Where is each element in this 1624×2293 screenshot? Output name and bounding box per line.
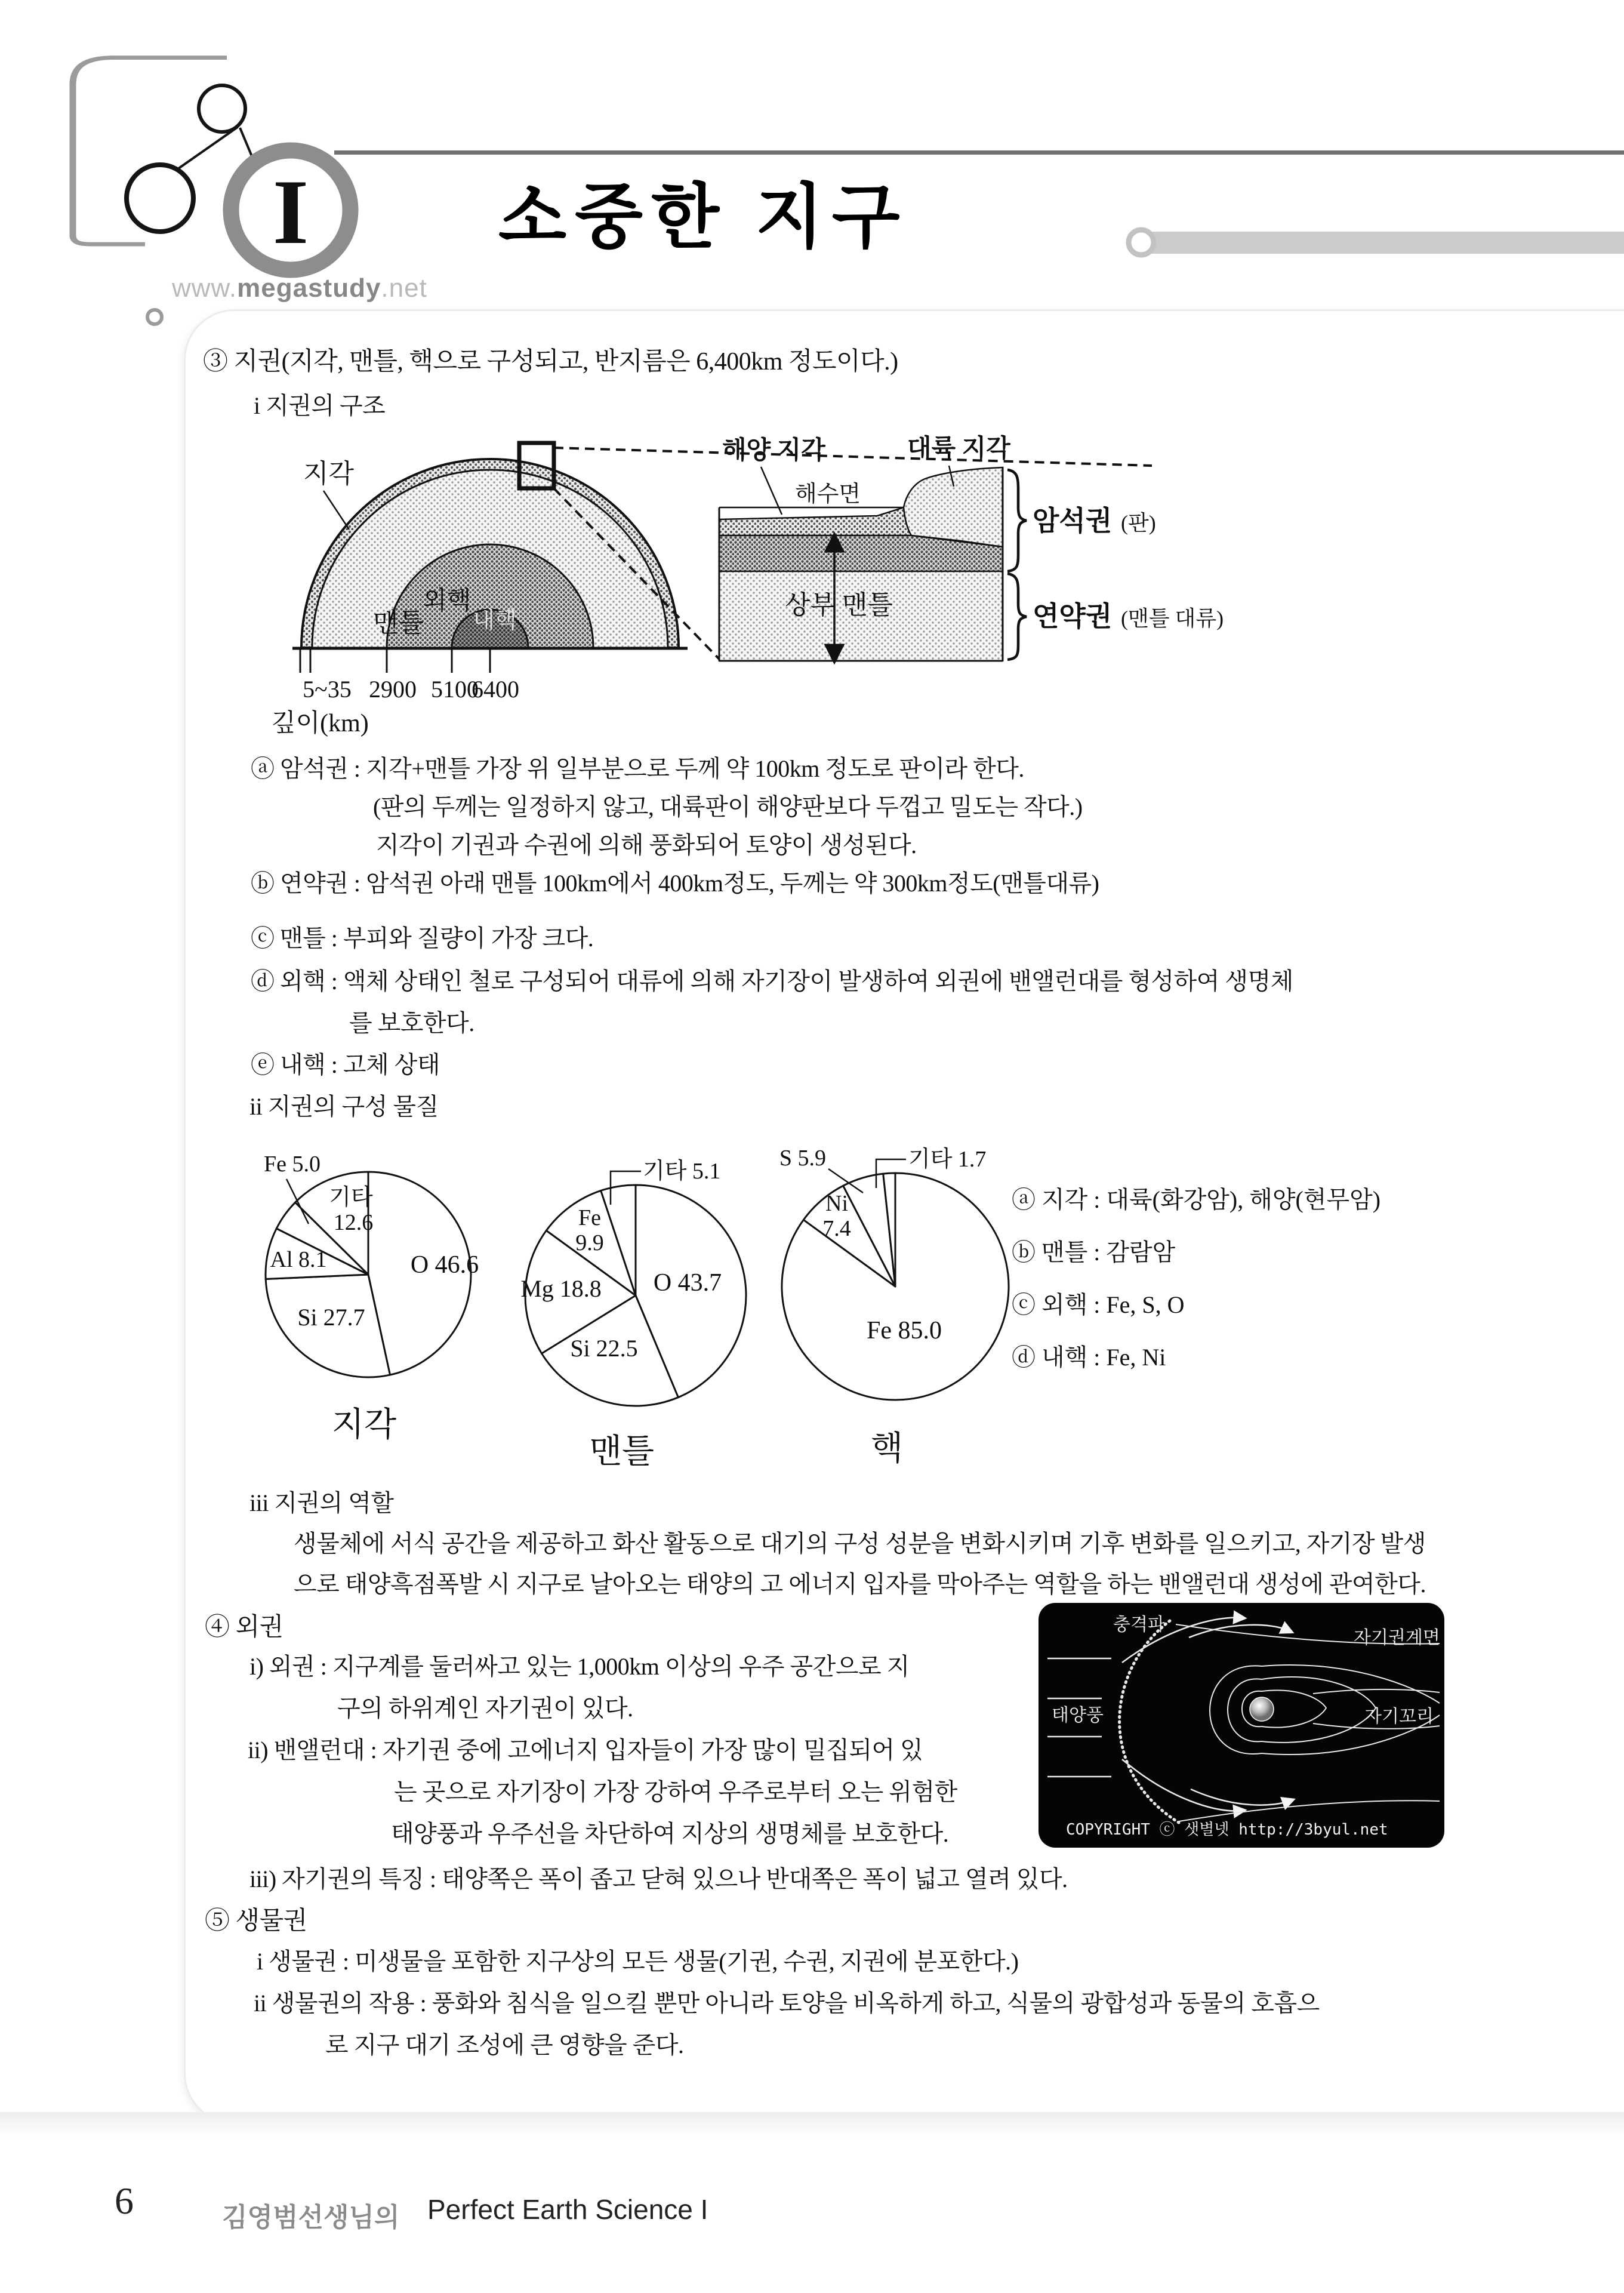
shock-wave-label: 충격파 xyxy=(1113,1614,1165,1635)
pie3-fe-label: Fe 85.0 xyxy=(867,1317,942,1344)
subsection-iii-role: iii 지권의 역할 xyxy=(249,1489,394,1516)
composition-item-inner-core: ⓓ 내핵 : Fe, Ni xyxy=(1012,1344,1166,1371)
subsection-ii-composition: ii 지권의 구성 물질 xyxy=(249,1093,439,1120)
biosphere-line-3: 로 지구 대기 조성에 큰 영향을 준다. xyxy=(325,2032,684,2058)
pie2-o-label: O 43.7 xyxy=(653,1269,722,1297)
footer-series-title: Perfect Earth Science I xyxy=(427,2194,708,2225)
footer-series-author: 김영범선생님의 xyxy=(222,2203,400,2232)
pie3-s-label: S 5.9 xyxy=(779,1146,827,1171)
pie2-fe-value: 9.9 xyxy=(575,1230,604,1255)
asthenosphere-brace xyxy=(1007,574,1027,660)
pie1-etc-value: 12.6 xyxy=(333,1210,374,1235)
mantle-label: 맨틀 xyxy=(373,608,424,638)
lithosphere-cross-section xyxy=(719,434,1224,661)
header-right-bar-ring xyxy=(1129,230,1154,255)
site-url-prefix: www. xyxy=(172,273,238,303)
site-url-suffix: .net xyxy=(381,273,427,303)
asthenosphere-label: 연약권 xyxy=(1033,601,1113,632)
composition-item-outer-core: ⓒ 외핵 : Fe, S, O xyxy=(1012,1291,1185,1318)
sea-level-label: 해수면 xyxy=(795,482,861,507)
magnetopause-label: 자기권계면 xyxy=(1354,1627,1440,1648)
lithosphere-brace xyxy=(1007,470,1027,571)
pie3-ni-name: Ni xyxy=(825,1191,848,1216)
outer-sphere-line-2: 구의 하위계인 자기권이 있다. xyxy=(337,1695,633,1722)
pie-chart-crust xyxy=(264,1152,479,1443)
geosphere-structure-diagram xyxy=(257,412,1349,746)
pie1-o-label: O 46.6 xyxy=(410,1251,479,1279)
biosphere-line-1: i 생물권 : 미생물을 포함한 지구상의 모든 생물(기권, 수권, 지권에 분포한다.) xyxy=(257,1948,1019,1975)
site-url[interactable] xyxy=(172,273,427,303)
card-bottom-shadow xyxy=(0,2112,1624,2136)
pie3-ni-value: 7.4 xyxy=(822,1216,851,1241)
note-outer-core: ⓓ 외핵 : 액체 상태인 철로 구성되어 대류에 의해 자기장이 발생하여 외권에 밴앨런대를 형성하여 생명체 xyxy=(251,968,1293,995)
note-lithosphere-2: (판의 두께는 일정하지 않고, 대륙판이 해양판보다 두껍고 밀도는 작다.) xyxy=(373,793,1083,820)
pie1-al-label: Al 8.1 xyxy=(270,1247,327,1272)
depth-tick-outer-core: 5100 xyxy=(431,676,479,703)
note-outer-core-2: 를 보호한다. xyxy=(349,1009,474,1036)
pie2-mg-label: Mg 18.8 xyxy=(520,1275,602,1302)
pie3-etc-label: 기타 1.7 xyxy=(908,1147,987,1172)
header-rule-line xyxy=(334,150,1624,155)
composition-pie-charts xyxy=(239,1134,1146,1481)
inner-core-label: 내핵 xyxy=(473,608,517,633)
earth-layers-halfcircle xyxy=(272,443,1152,737)
upper-mantle-label: 상부 맨틀 xyxy=(785,590,893,620)
header-right-bar xyxy=(1141,232,1624,254)
role-line-2: 으로 태양흑점폭발 시 지구로 날아오는 태양의 고 에너지 입자를 막아주는 역할을 하는 밴앨런대 생성에 관여한다. xyxy=(294,1571,1426,1598)
role-line-1: 생물체에 서식 공간을 제공하고 화산 활동으로 대기의 구성 성분을 변화시키며 기후 변화를 일으키고, 자기장 발생 xyxy=(294,1530,1426,1557)
zoom-dashed-top xyxy=(554,448,1152,466)
pie-chart-mantle xyxy=(520,1159,746,1470)
pie1-caption: 지각 xyxy=(331,1406,397,1443)
van-allen-line-2: 는 곳으로 자기장이 가장 강하여 우주로부터 오는 위험한 xyxy=(394,1778,957,1805)
logo-swoosh-end-dot xyxy=(147,310,162,324)
pie2-si-label: Si 22.5 xyxy=(570,1335,638,1362)
crust-label: 지각 xyxy=(303,459,355,488)
section-4-heading: ④ 외권 xyxy=(205,1614,283,1641)
van-allen-line-1: ii) 밴앨런대 : 자기권 중에 고에너지 입자들이 가장 많이 밀집되어 있 xyxy=(248,1737,923,1763)
pie1-si-label: Si 27.7 xyxy=(297,1304,365,1331)
pie2-caption: 맨틀 xyxy=(589,1433,655,1470)
oceanic-crust-label: 해양 지각 xyxy=(722,437,825,464)
page-title: 소중한 지구 xyxy=(498,178,908,257)
note-asthenosphere: ⓑ 연약권 : 암석권 아래 맨틀 100km에서 400km정도, 두께는 약 300km정도(맨틀대류) xyxy=(251,870,1099,897)
pie2-etc-label: 기타 5.1 xyxy=(643,1159,721,1184)
solar-wind-label: 태양풍 xyxy=(1052,1705,1104,1726)
note-lithosphere-3: 지각이 기권과 수권에 의해 풍화되어 토양이 생성된다. xyxy=(376,832,917,858)
pie1-fe-label: Fe 5.0 xyxy=(264,1152,321,1177)
section-3-heading: ③ 지권(지각, 맨틀, 핵으로 구성되고, 반지름은 6,400km 정도이다.) xyxy=(203,348,898,376)
note-inner-core: ⓔ 내핵 : 고체 상태 xyxy=(251,1051,440,1078)
note-mantle: ⓒ 맨틀 : 부피와 질량이 가장 크다. xyxy=(251,925,594,952)
lithospheric-mantle-layer xyxy=(719,535,1003,571)
magnetotail-label: 자기꼬리 xyxy=(1364,1706,1434,1727)
earth-icon xyxy=(1250,1697,1274,1721)
figure-copyright: COPYRIGHT ⓒ 샛별넷 http://3byul.net xyxy=(1066,1821,1388,1839)
chapter-numeral: I xyxy=(272,161,309,263)
depth-tick-crust: 5~35 xyxy=(303,676,352,703)
magnetosphere-feature-line: iii) 자기권의 특징 : 태양쪽은 폭이 좁고 닫혀 있으나 반대쪽은 폭이 넓고 열려 있다. xyxy=(249,1866,1068,1892)
composition-item-mantle: ⓑ 맨틀 : 감람암 xyxy=(1012,1239,1176,1266)
page-number: 6 xyxy=(115,2180,134,2222)
outer-sphere-line-1: i) 외권 : 지구계를 둘러싸고 있는 1,000km 이상의 우주 공간으로 지 xyxy=(249,1653,910,1680)
composition-item-crust: ⓐ 지각 : 대륙(화강암), 해양(현무암) xyxy=(1012,1186,1381,1213)
pie3-caption: 핵 xyxy=(870,1430,904,1467)
pie-chart-core xyxy=(779,1146,1009,1467)
pie1-etc-name: 기타 xyxy=(329,1185,373,1210)
section-5-heading: ⑤ 생물권 xyxy=(205,1907,307,1935)
note-lithosphere: ⓐ 암석권 : 지각+맨틀 가장 위 일부분으로 두께 약 100km 정도로 판이라 한다. xyxy=(251,755,1024,782)
continental-crust-label: 대륙 지각 xyxy=(907,435,1010,463)
site-url-name: megastudy xyxy=(237,273,381,303)
van-allen-line-3: 태양풍과 우주선을 차단하여 지상의 생명체를 보호한다. xyxy=(391,1820,949,1847)
magnetosphere-figure xyxy=(1039,1603,1444,1848)
continental-crust-layer xyxy=(904,467,1003,547)
outer-core-label: 외핵 xyxy=(423,587,472,615)
lithosphere-label: 암석권 xyxy=(1033,506,1113,536)
depth-tick-inner-core: 6400 xyxy=(472,676,519,703)
lithosphere-note: (판) xyxy=(1121,511,1156,535)
biosphere-line-2: ii 생물권의 작용 : 풍화와 침식을 일으킬 뿐만 아니라 토양을 비옥하게 하고, 식물의 광합성과 동물의 호흡으 xyxy=(254,1990,1320,2017)
asthenosphere-note: (맨틀 대류) xyxy=(1121,607,1224,630)
depth-axis-label: 깊이(km) xyxy=(272,710,369,737)
depth-tick-mantle: 2900 xyxy=(369,676,417,703)
subsection-i-structure: i 지권의 구조 xyxy=(254,392,386,419)
oceanic-crust-layer xyxy=(719,507,911,535)
pie2-fe-name: Fe xyxy=(578,1205,601,1230)
